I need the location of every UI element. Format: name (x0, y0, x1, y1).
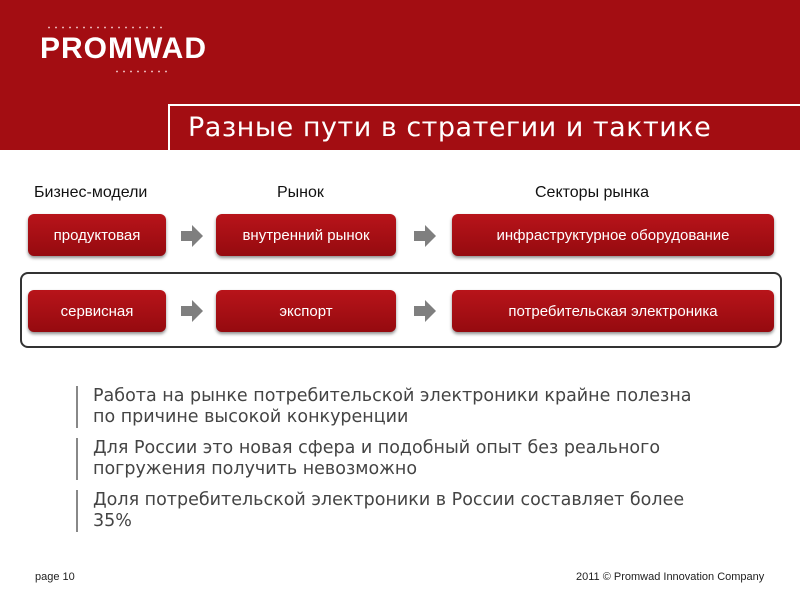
bullet-item (76, 490, 716, 532)
box-label: продуктовая (53, 226, 141, 244)
column-heading-sectors: Секторы рынка (535, 184, 650, 201)
column-heading-business: Бизнес-модели (34, 184, 148, 201)
box-market-domestic (216, 214, 396, 256)
copyright: 2011 © Promwad Innovation Company (576, 571, 765, 583)
arrow-right-icon (181, 300, 203, 322)
arrow-right-icon (414, 300, 436, 322)
bullet-bar (76, 490, 78, 532)
column-heading-market: Рынок (277, 184, 324, 201)
box-business-product (28, 214, 166, 256)
box-market-export (216, 290, 396, 332)
box-business-service (28, 290, 166, 332)
bullet-text: Работа на рынке потребительской электроники крайне полезна по причине высокой конкуренции (93, 386, 692, 427)
box-label: инфраструктурное оборудование (496, 226, 730, 244)
bullet-text: Для России это новая сфера и подобный опыт без реального погружения получить невозможно (93, 438, 661, 479)
bullet-text: Доля потребительской электроники в России составляет более 35% (93, 490, 685, 531)
box-label: потребительская электроника (508, 302, 718, 320)
logo-text: PROMWAD (40, 32, 207, 65)
arrow-right-icon (181, 225, 203, 247)
header-band (0, 0, 800, 150)
slide-title: Разные пути в стратегии и тактике (188, 112, 712, 143)
bullet-bar (76, 386, 78, 428)
bullet-bar (76, 438, 78, 480)
box-label: экспорт (279, 302, 333, 320)
arrow-right-icon (414, 225, 436, 247)
box-label: сервисная (60, 302, 134, 320)
box-label: внутренний рынок (242, 226, 370, 244)
promwad-logo (40, 24, 207, 84)
logo-dots-bottom (116, 70, 172, 73)
box-sector-consumer (452, 290, 774, 332)
logo-dots-top (48, 26, 166, 29)
bullet-item (76, 386, 716, 428)
bullet-item (76, 438, 716, 480)
page-number: page 10 (35, 571, 75, 583)
box-sector-infrastructure (452, 214, 774, 256)
bullet-list (76, 386, 716, 542)
title-bar (168, 104, 800, 150)
